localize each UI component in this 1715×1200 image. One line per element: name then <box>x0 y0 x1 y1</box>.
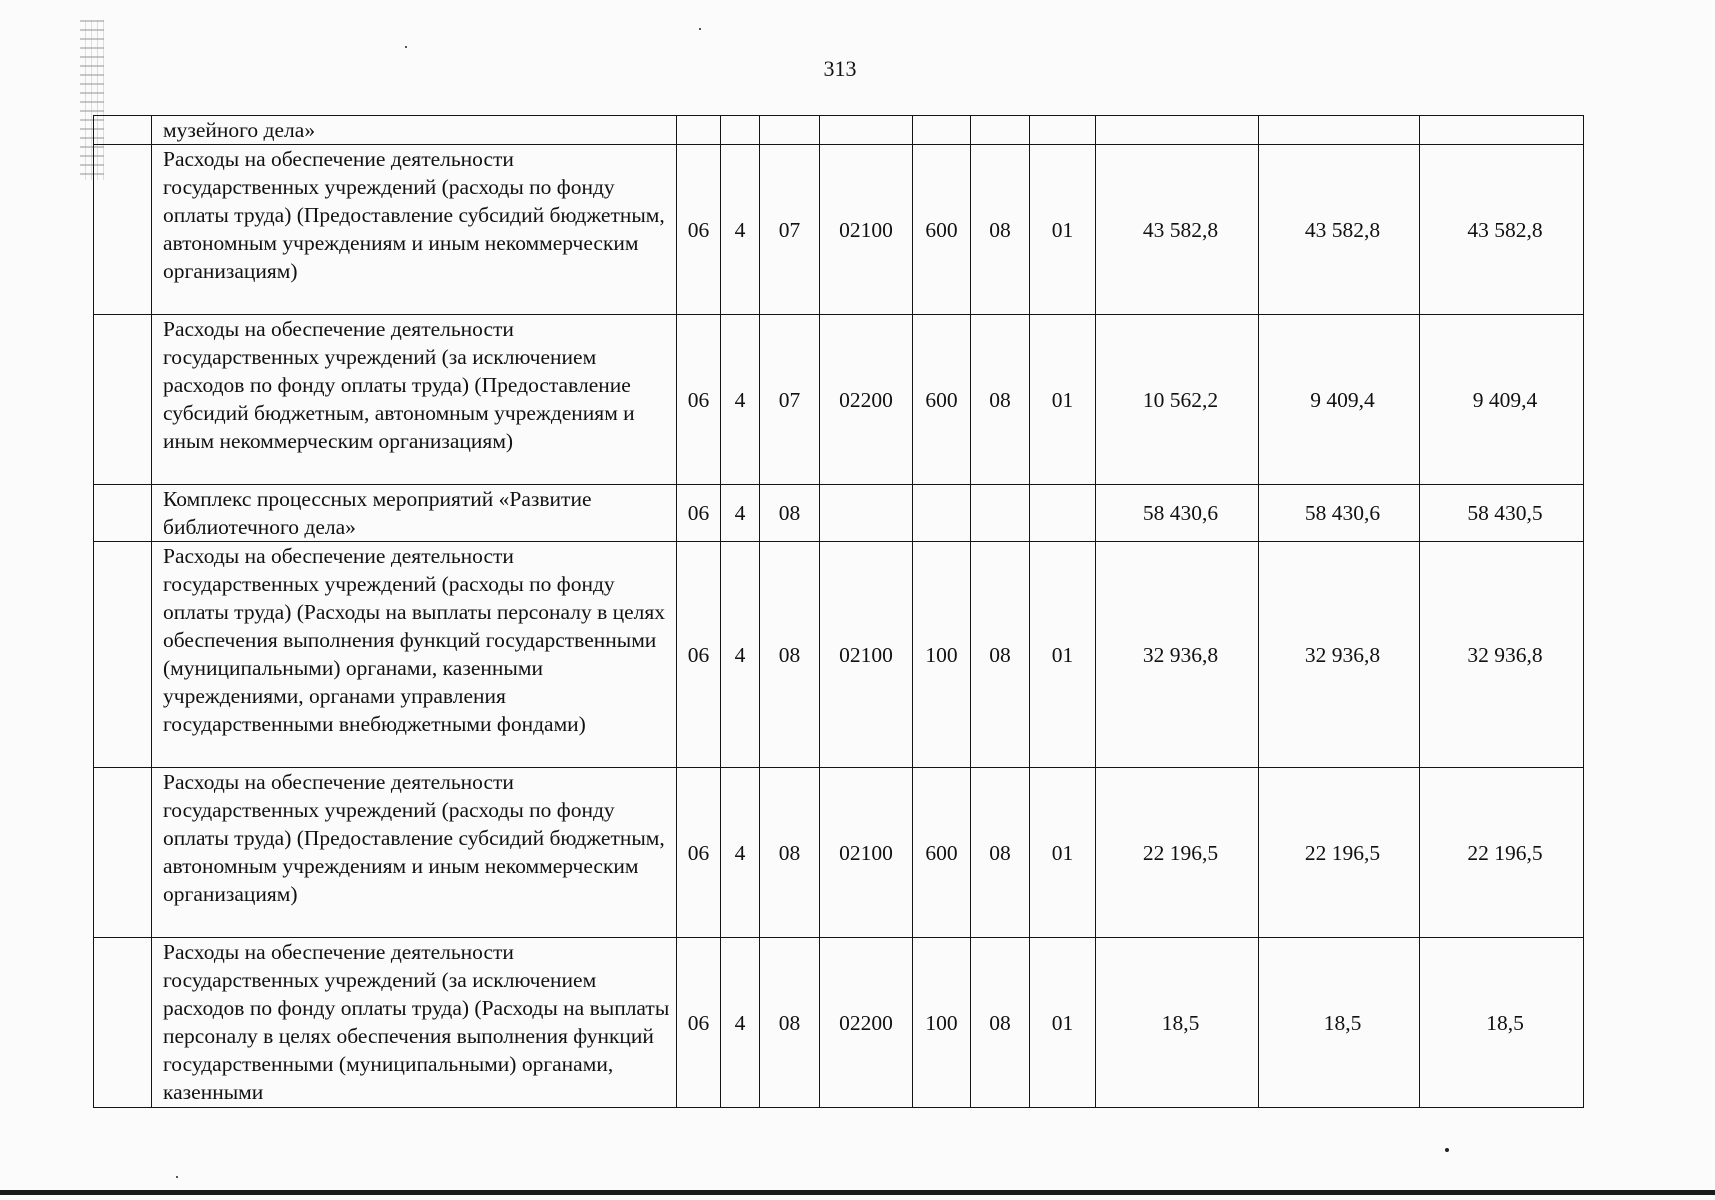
expense-direction-code-cell <box>820 116 913 145</box>
ministry-code-cell: 06 <box>677 485 721 542</box>
program-type-code-cell <box>721 116 760 145</box>
section-code-cell: 08 <box>971 315 1030 485</box>
expense-type-code-cell <box>913 116 971 145</box>
table-row <box>94 485 1584 542</box>
program-type-code-cell: 4 <box>721 145 760 315</box>
expense-description: Расходы на обеспечение деятельности государственных учреждений (расходы по фонду оплаты труда) (Предоставление субсидий бюджетным, автономным учреждениям и иным некоммерческим организациям) <box>152 768 677 938</box>
program-type-code-cell: 4 <box>721 485 760 542</box>
scan-speck <box>176 1176 178 1178</box>
expense-description: Расходы на обеспечение деятельности государственных учреждений (расходы по фонду оплаты труда) (Предоставление субсидий бюджетным, автономным учреждениям и иным некоммерческим организациям) <box>152 145 677 315</box>
amount-year-1 <box>1096 116 1259 145</box>
scan-bottom-border <box>0 1190 1715 1195</box>
budget-table <box>93 115 1584 1108</box>
amount-year-3: 32 936,8 <box>1420 542 1584 768</box>
expense-direction-code-cell <box>820 485 913 542</box>
expense-type-code-cell <box>913 485 971 542</box>
ministry-code-cell: 06 <box>677 315 721 485</box>
subsection-code-cell: 01 <box>1030 542 1096 768</box>
expense-direction-code-cell: 02100 <box>820 542 913 768</box>
table-row <box>94 116 1584 145</box>
expense-type-code-cell: 100 <box>913 938 971 1108</box>
activity-code-cell: 07 <box>760 145 820 315</box>
amount-year-1: 22 196,5 <box>1096 768 1259 938</box>
activity-code-cell <box>760 116 820 145</box>
amount-year-1: 18,5 <box>1096 938 1259 1108</box>
table-row <box>94 938 1584 1108</box>
table-row <box>94 315 1584 485</box>
section-code-cell <box>971 485 1030 542</box>
amount-year-2: 18,5 <box>1259 938 1420 1108</box>
page-number: 313 <box>823 56 857 81</box>
ministry-code-cell <box>677 116 721 145</box>
table-row <box>94 768 1584 938</box>
expense-description: Расходы на обеспечение деятельности государственных учреждений (за исключением расходов по фонду оплаты труда) (Предоставление субсидий бюджетным, автономным учреждениям и иным некоммерческим организациям) <box>152 315 677 485</box>
ministry-code-cell: 06 <box>677 938 721 1108</box>
subsection-code-cell: 01 <box>1030 315 1096 485</box>
amount-year-3: 58 430,5 <box>1420 485 1584 542</box>
row-number-cell <box>94 116 152 145</box>
amount-year-3: 9 409,4 <box>1420 315 1584 485</box>
section-code-cell: 08 <box>971 542 1030 768</box>
expense-description: Комплекс процессных мероприятий «Развитие библиотечного дела» <box>152 485 677 542</box>
activity-code-cell: 08 <box>760 485 820 542</box>
row-number-cell <box>94 315 152 485</box>
amount-year-2 <box>1259 116 1420 145</box>
amount-year-3: 43 582,8 <box>1420 145 1584 315</box>
activity-code-cell: 08 <box>760 542 820 768</box>
row-number-cell <box>94 542 152 768</box>
row-number-cell <box>94 145 152 315</box>
expense-description: Расходы на обеспечение деятельности государственных учреждений (расходы по фонду оплаты труда) (Расходы на выплаты персоналу в целях обеспечения выполнения функций государственными (муниципальными) органами, казенными учреждениями, органами управления государственными внебюджетными фондами) <box>152 542 677 768</box>
program-type-code-cell: 4 <box>721 938 760 1108</box>
expense-description: музейного дела» <box>152 116 677 145</box>
row-number-cell <box>94 938 152 1108</box>
expense-type-code-cell: 100 <box>913 542 971 768</box>
expense-direction-code-cell: 02200 <box>820 938 913 1108</box>
expense-description: Расходы на обеспечение деятельности государственных учреждений (за исключением расходов по фонду оплаты труда) (Расходы на выплаты персоналу в целях обеспечения выполнения функций государственными (муниципальными) органами, казенными <box>152 938 677 1108</box>
activity-code-cell: 07 <box>760 315 820 485</box>
expense-type-code-cell: 600 <box>913 315 971 485</box>
expense-direction-code-cell: 02100 <box>820 145 913 315</box>
scan-speck <box>699 28 701 30</box>
amount-year-3: 18,5 <box>1420 938 1584 1108</box>
amount-year-2: 22 196,5 <box>1259 768 1420 938</box>
program-type-code-cell: 4 <box>721 542 760 768</box>
expense-type-code-cell: 600 <box>913 145 971 315</box>
activity-code-cell: 08 <box>760 938 820 1108</box>
program-type-code-cell: 4 <box>721 768 760 938</box>
amount-year-3 <box>1420 116 1584 145</box>
table-row <box>94 542 1584 768</box>
section-code-cell <box>971 116 1030 145</box>
ministry-code-cell: 06 <box>677 542 721 768</box>
section-code-cell: 08 <box>971 145 1030 315</box>
amount-year-2: 32 936,8 <box>1259 542 1420 768</box>
section-code-cell: 08 <box>971 938 1030 1108</box>
expense-type-code-cell: 600 <box>913 768 971 938</box>
table-row <box>94 145 1584 315</box>
subsection-code-cell: 01 <box>1030 768 1096 938</box>
expense-direction-code-cell: 02200 <box>820 315 913 485</box>
subsection-code-cell: 01 <box>1030 145 1096 315</box>
amount-year-1: 32 936,8 <box>1096 542 1259 768</box>
activity-code-cell: 08 <box>760 768 820 938</box>
subsection-code-cell <box>1030 116 1096 145</box>
amount-year-1: 43 582,8 <box>1096 145 1259 315</box>
ministry-code-cell: 06 <box>677 145 721 315</box>
amount-year-1: 58 430,6 <box>1096 485 1259 542</box>
row-number-cell <box>94 768 152 938</box>
amount-year-3: 22 196,5 <box>1420 768 1584 938</box>
subsection-code-cell: 01 <box>1030 938 1096 1108</box>
expense-direction-code-cell: 02100 <box>820 768 913 938</box>
row-number-cell <box>94 485 152 542</box>
program-type-code-cell: 4 <box>721 315 760 485</box>
section-code-cell: 08 <box>971 768 1030 938</box>
ministry-code-cell: 06 <box>677 768 721 938</box>
amount-year-2: 58 430,6 <box>1259 485 1420 542</box>
subsection-code-cell <box>1030 485 1096 542</box>
scan-speck <box>405 46 407 48</box>
amount-year-2: 9 409,4 <box>1259 315 1420 485</box>
amount-year-2: 43 582,8 <box>1259 145 1420 315</box>
scan-speck <box>1445 1148 1449 1152</box>
amount-year-1: 10 562,2 <box>1096 315 1259 485</box>
